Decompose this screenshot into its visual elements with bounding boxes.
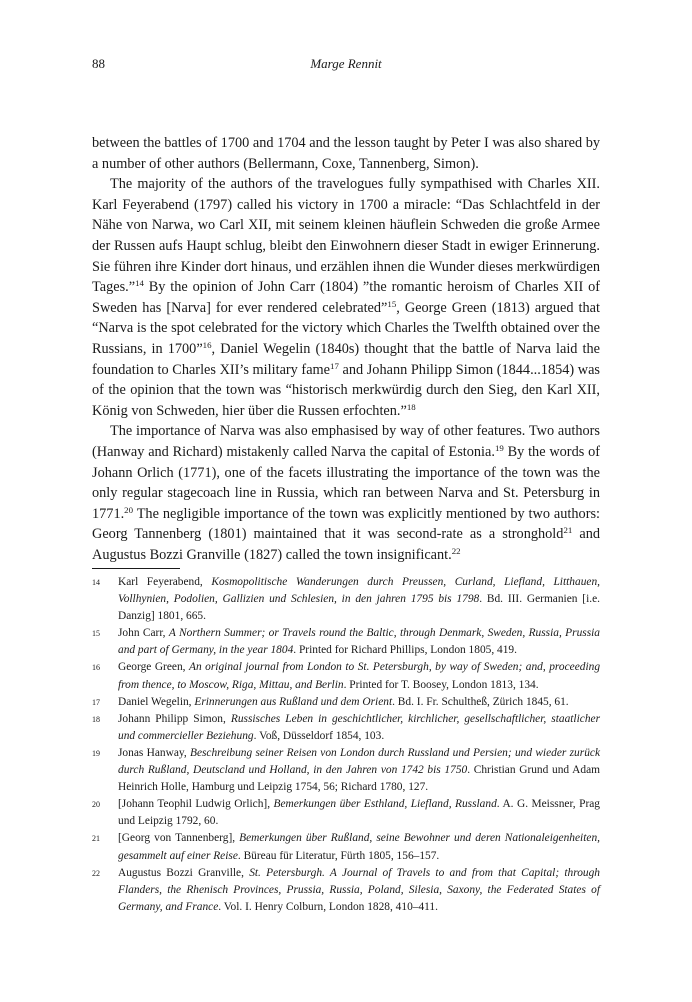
text-segment: , George Green (1813) argued that “Narva is the spot celebrated for the victory which Charles the Twelfth obtained over the Russians, in 1700” — [92, 299, 600, 357]
footnote — [92, 694, 600, 711]
footnote-reference: 17 — [330, 360, 339, 371]
footnote-number: 17 — [92, 697, 100, 707]
footnote — [92, 830, 600, 864]
italic-title: A Northern Summer; or Travels round the Baltic, through Denmark, Sweden, Russia, Prussia and part of Germany, in the year 1804 — [118, 627, 600, 657]
paragraph — [92, 133, 600, 174]
footnotes — [92, 574, 600, 916]
text-segment: The majority of the authors of the travelogues fully sympathised with Charles XII. Karl Feyerabend (1797) called his victory in 1700 a miracle: “Das Schlachtfeld in der Nähe von Narwa, wo Carl XII, mit seinem kleinen häuflein Schweden die große Armee der Russen aufs Haupt schlug, bleibt den Einwohnern dieser Stadt in ewiger Erinnerung. Sie führen ihre Kinder dort hinaus, und erzählen ihnen die Wunder dieses merkwürdigen Tages.” — [92, 176, 600, 296]
text-segment: By the opinion of John Carr (1804) ”the romantic heroism of Charles XII of Sweden has [Narva] for ever rendered celebrated” — [92, 279, 600, 316]
footnote-number: 22 — [92, 868, 100, 878]
paragraph — [92, 421, 600, 565]
text-segment: . Voß, Düsseldorf 1854, 103. — [253, 729, 385, 742]
footnote — [92, 574, 600, 625]
text-segment: . Büreau für Literatur, Fürth 1805, 156–157. — [237, 849, 440, 862]
footnote-reference: 21 — [563, 525, 573, 536]
text-segment: and Johann Philipp Simon (1844...1854) was of the opinion that the town was “historisch merkwürdig durch den Sieg, den Karl XII, König von Schweden, hier über die Russen erfochten.” — [92, 361, 600, 419]
italic-title: Beschreibung seiner Reisen von London durch Russland und Persien; und wieder zurück durch Rußland, Deutscland und Holland, in den Jahren von 1742 bis 1750 — [118, 746, 600, 777]
text-segment: Johann Philipp Simon, — [118, 712, 231, 725]
body-text — [92, 133, 600, 565]
footnote-number: 18 — [92, 714, 100, 724]
text-segment: By the words of Johann Orlich (1771), one of the facets illustrating the importance of the town was the only regular stagecoach line in Russia, which ran between Narva and St. Petersburg in 1771. — [92, 443, 600, 522]
text-segment: [Johann Teophil Ludwig Orlich], — [118, 798, 274, 811]
italic-title: Erinnerungen aus Rußland und dem Orient — [194, 695, 393, 708]
footnote-number: 19 — [92, 748, 100, 758]
text-segment: . Bd. III. Germanien [i.e. Danzig] 1801, 665. — [118, 593, 600, 623]
footnote-number: 20 — [92, 800, 100, 810]
text-segment: George Green, — [118, 661, 190, 674]
italic-title: Kosmopolitische Wanderungen durch Preussen, Curland, Liefland, Litthauen, Vollhynien, Podolien, Gallizien und Schlesien, in den jahren 1795 bis 1798 — [118, 576, 600, 606]
page — [92, 0, 600, 1002]
text-segment: . Printed for T. Boosey, London 1813, 134. — [343, 678, 539, 691]
text-segment: John Carr, — [118, 627, 169, 640]
text-segment: Jonas Hanway, — [118, 746, 190, 759]
text-segment: between the battles of 1700 and 1704 and the lesson taught by Peter I was also shared by a number of other authors (Bellermann, Coxe, Tannenberg, Simon). — [92, 135, 600, 172]
italic-title: An original journal from London to St. Petersburgh, by way of Sweden; and, proceeding from thence, to Moscow, Riga, Mittau, and Berlin — [118, 661, 601, 691]
footnote — [92, 745, 600, 796]
text-segment: . Printed for Richard Phillips, London 1805, 419. — [293, 644, 517, 657]
footnote-reference: 18 — [406, 401, 416, 412]
footnote-reference: 19 — [494, 443, 504, 454]
footnote-reference: 15 — [387, 298, 397, 309]
footnote — [92, 796, 600, 830]
text-segment: [Georg von Tannenberg], — [118, 832, 240, 845]
footnote-reference: 20 — [124, 504, 134, 515]
footnote-separator — [92, 568, 180, 569]
footnote-number: 15 — [92, 629, 100, 639]
italic-title: Russisches Leben in geschichtlicher, kirchlicher, gesellschaftlicher, staatlicher und commercieller Beziehung — [118, 712, 601, 742]
footnote-number: 14 — [92, 578, 100, 587]
text-segment: . A. G. Meissner, Prag und Leipzig 1792, 60. — [118, 798, 600, 828]
running-head-author: Marge Rennit — [310, 56, 382, 71]
text-segment: , Daniel Wegelin (1840s) thought that the battle of Narva laid the foundation to Charles XII’s military fame — [92, 340, 601, 378]
footnote-number: 21 — [92, 834, 100, 844]
footnote — [92, 625, 600, 659]
italic-title: Bemerkungen über Esthland, Liefland, Russland — [273, 798, 497, 811]
text-segment: The importance of Narva was also emphasised by way of other features. Two authors (Hanway and Richard) mistakenly called Narva the capital of Estonia. — [92, 423, 600, 460]
footnote — [92, 711, 600, 745]
running-head — [92, 56, 600, 76]
paragraph — [92, 174, 600, 421]
footnote-reference: 14 — [135, 278, 144, 289]
text-segment: Karl Feyerabend, — [118, 576, 212, 588]
italic-title: Bemerkungen über Rußland, seine Bewohner und deren Nationaleigenheiten, gesammelt auf einer Reise — [118, 832, 600, 862]
footnote — [92, 659, 600, 693]
italic-title: St. Petersburgh. A Journal of Travels to and from that Capital; through Flanders, the Rhenisch Provinces, Prussia, Russia, Poland, Silesia, Saxony, the Federated States of Germany, and France — [118, 866, 600, 913]
text-segment: . Bd. I. Fr. Schultheß, Zürich 1845, 61. — [392, 695, 569, 708]
text-segment: Augustus Bozzi Granville, — [118, 866, 250, 879]
page-number: 88 — [92, 56, 105, 71]
footnote-reference: 22 — [451, 546, 461, 556]
text-segment: Daniel Wegelin, — [118, 695, 195, 708]
footnote-number: 16 — [92, 663, 100, 673]
text-segment: and Augustus Bozzi Granville (1827) called the town insignificant. — [92, 526, 601, 563]
text-segment: . Christian Grund und Adam Heinrich Holle, Hamburg und Leipzig 1754, 56; Richard 1780, 127. — [118, 764, 601, 794]
footnote — [92, 865, 600, 916]
text-segment: . Vol. I. Henry Colburn, London 1828, 410–411. — [218, 900, 438, 913]
footnote-reference: 16 — [202, 340, 212, 351]
text-segment: The negligible importance of the town was explicitly mentioned by two authors: Georg Tannenberg (1801) maintained that it was second-rate as a stronghold — [92, 505, 600, 543]
